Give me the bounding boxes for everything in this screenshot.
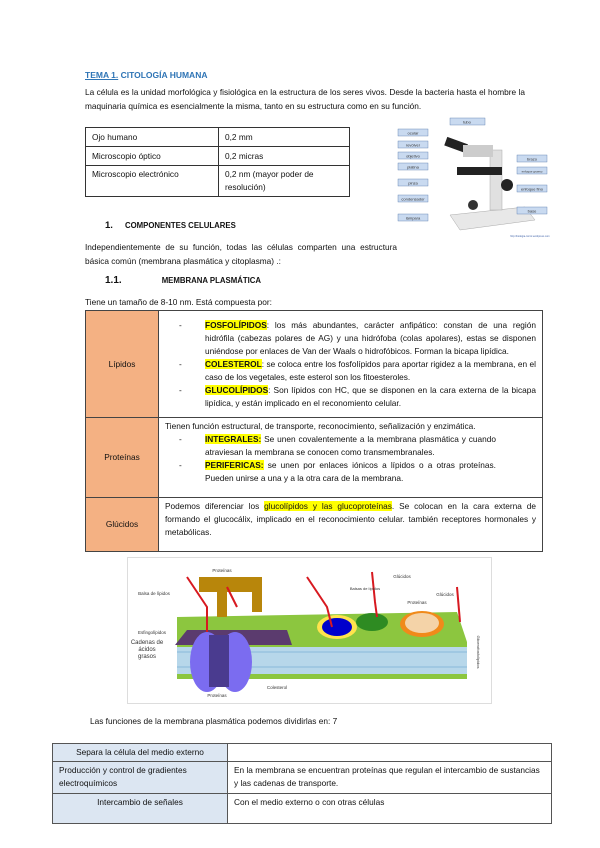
list-item: - PERIFERICAS: se unen por enlaces iónicos a lípidos o a otras proteínas. Pueden unirse a una y a la otra cara de la membrana.: [205, 459, 496, 485]
list-item: - FOSFOLÍPIDOS: los más abundantes, carácter anfipático: constan de una región hidrófila (cabezas polares de AG) y una hidrófoba (colas apolares), estas se disponen uniéndose por enlaces de Van der Waals o hidrofóbicos. Forman la bicapa lipídica.: [205, 319, 536, 358]
membrane-figure: [127, 557, 492, 704]
table-row: Ojo humano 0,2 mm: [86, 128, 350, 147]
table-row: Intercambio de señales Con el medio externo o con otras células: [53, 794, 552, 824]
label-esfingolipidos: Esfingolípidos: [137, 630, 167, 635]
table-row: [86, 311, 543, 418]
section1-paragraph: Independientemente de su función, todas las células comparten una estructura básica común (membrana plasmática y citoplasma) .:: [85, 242, 397, 266]
label-glucidos-2: Glúcidos: [436, 592, 454, 597]
list-item: - COLESTEROL: se coloca entre los fosfolípidos para aportar rigidez a la membrana, en el caso de los vegetales, este esterol son los fitoesteroles.: [205, 358, 536, 384]
intro-paragraph: La célula es la unidad morfológica y fisiológica en la estructura de los seres vivos. Desde la bacteria hasta el hombre la maquinaria química es esencialmente la misma, tanto en su estructura como en su función.: [85, 87, 525, 111]
section-heading-1-1: 1.1. MEMBRANA PLASMÁTICA: [105, 275, 262, 286]
label-base: base: [527, 208, 537, 214]
label-glicerofosfolipidos: Glicerofosfolípidos: [476, 635, 481, 669]
membrane-intro: Tiene un tamaño de 8-10 nm. Está compuesta por:: [85, 297, 272, 307]
label-ocular: ocular: [407, 130, 419, 136]
label-condensador: condensador: [401, 196, 425, 202]
proteinas-intro: Tienen función estructural, de transporte, reconocimiento, señalización y enzimática.: [165, 421, 476, 431]
table-row: Microscopio electrónico 0,2 nm (mayor poder de resolución): [86, 166, 350, 197]
label-platina: platina: [407, 164, 419, 170]
resolution-table: [85, 127, 350, 197]
label-glucidos-1: Glúcidos: [393, 574, 411, 579]
label-lampara: lámpara: [405, 215, 421, 221]
list-item: - GLUCOLÍPIDOS: Son lípidos con HC, que se disponen en la cara externa de la bicapa lipídica, y están implicado en el reconomiento celular.: [205, 384, 536, 410]
label-tubo: tubo: [463, 119, 471, 125]
row-label-proteinas: Proteínas: [86, 418, 159, 498]
label-brazo: brazo: [526, 156, 538, 162]
table-row: Microscopio óptico 0,2 micras: [86, 147, 350, 166]
table-row: Producción y control de gradientes electroquímicos En la membrana se encuentran proteínas que regulan el intercambio de sustancias y las cadenas de transporte.: [53, 762, 552, 794]
label-balsa-lipidos: Balsa de lípidos: [138, 591, 170, 596]
functions-table: [52, 743, 552, 824]
section-heading-1: 1. COMPONENTES CELULARES: [105, 220, 236, 231]
page-title: TEMA 1. CITOLOGÍA HUMANA: [85, 70, 208, 80]
row-label-lipidos: Lípidos: [86, 311, 159, 418]
table-row: Separa la célula del medio externo: [53, 744, 552, 762]
label-enfoque-grueso: enfoque grueso: [521, 169, 543, 174]
image-credit: http://biologia-micro.wordpress.com: [510, 235, 550, 238]
row-label-glucidos: Glúcidos: [86, 498, 159, 552]
label-proteinas-right: Proteínas: [407, 600, 427, 605]
label-balsas-lipidos: Balsas de lípidos: [349, 586, 381, 591]
label-enfoque-fino: enfoque fino: [520, 186, 544, 192]
table-row: [86, 418, 543, 498]
microscope-image: [395, 115, 550, 240]
functions-intro: Las funciones de la membrana plasmática podemos dividirlas en: 7: [90, 716, 338, 726]
label-colesterol: Colesterol: [266, 685, 288, 690]
label-objetivo: objetivo: [406, 153, 420, 159]
label-proteinas-top: Proteínas: [212, 568, 232, 573]
label-proteinas-bottom: Proteínas: [207, 693, 227, 698]
table-row: Glúcidos Podemos diferenciar los glucolípidos y las glucoproteínas. Se colocan en la cara externa de formando el glucocálix, implicado en el reconocimiento celular. también receptores hormonales y metabólicas.: [86, 498, 543, 552]
label-pinza: pinza: [408, 180, 418, 186]
list-item: - INTEGRALES: Se unen covalentemente a la membrana plasmática y cuando atraviesan la membrana se conocen como transmembranales.: [205, 433, 496, 459]
label-cadenas-acidos-grasos: Cadenas de ácidos grasos: [130, 640, 164, 660]
components-table: [85, 310, 543, 552]
label-revolver: revólver: [405, 142, 421, 148]
